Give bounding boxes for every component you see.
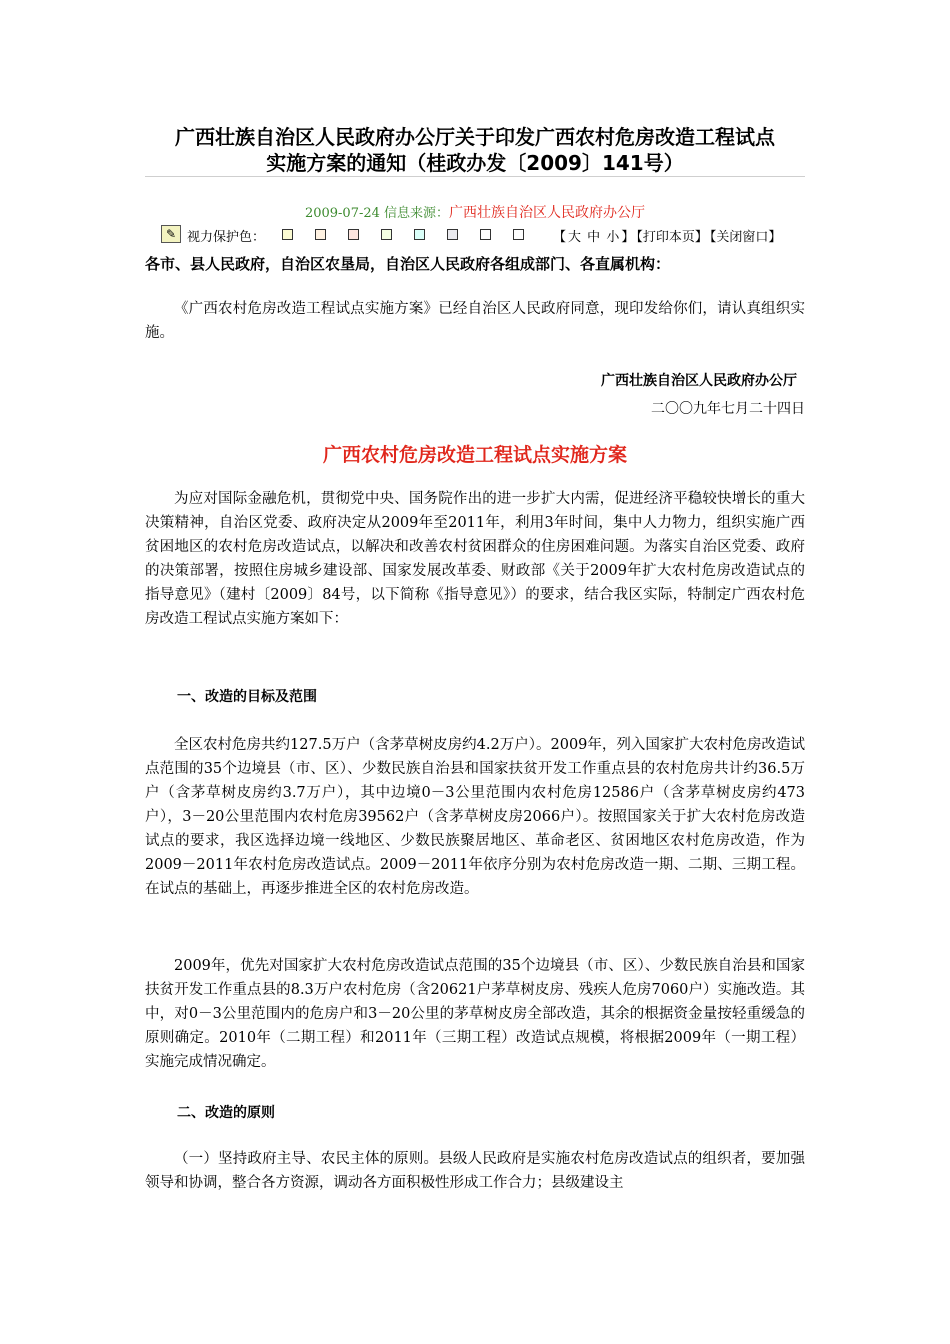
signature-org: 广西壮族自治区人民政府办公厅 xyxy=(601,373,797,389)
title-line-2: 实施方案的通知（桂政办发〔2009〕141号） xyxy=(266,151,684,175)
info-source: 广西壮族自治区人民政府办公厅 xyxy=(449,205,646,221)
bracket-open: 【 xyxy=(553,230,567,245)
reading-toolbar xyxy=(161,225,809,245)
eye-care-icon: ✎ xyxy=(161,225,181,243)
paragraph-1: 为应对国际金融危机，贯彻党中央、国务院作出的进一步扩大内需，促进经济平稳较快增长的重大决策精神，自治区党委、政府决定从2009年至2011年，利用3年时间，集中人力物力，组织实施广西贫困地区的农村危房改造试点，以解决和改善农村贫困群众的住房困难问题。为落实自治区党委、政府的决策部署，按照住房城乡建设部、国家发展改革委、财政部《关于2009年扩大农村危房改造试点的指导意见》（建村〔2009〕84号，以下简称《指导意见》）的要求，结合我区实际，特制定广西农村危房改造工程试点实施方案如下： xyxy=(145,491,805,627)
heading-2: 二、改造的原则 xyxy=(177,1105,275,1121)
salutation: 各市、县人民政府，自治区农垦局，自治区人民政府各组成部门、各直属机构： xyxy=(145,255,671,273)
paragraph-2: 全区农村危房共约127.5万户（含茅草树皮房约4.2万户）。2009年，列入国家扩大农村危房改造试点范围的35个边境县（市、区）、少数民族自治县和国家扶贫开发工作重点县的农村危房共计约36.5万户（含茅草树皮房约3.7万户），其中边境0－3公里范围内农村危房12586户（含茅草树皮房约473户），3－20公里范围内农村危房39562户（含茅草树皮房2066户）。按照国家关于扩大农村危房改造试点的要求，我区选择边境一线地区、少数民族聚居地区、革命老区、贫困地区农村危房改造，作为2009－2011年农村危房改造试点。2009－2011年依序分别为农村危房改造一期、二期、三期工程。在试点的基础上，再逐步推进全区的农村危房改造。 xyxy=(145,737,805,897)
print-link[interactable]: 【打印本页】 xyxy=(636,230,708,245)
color-swatch-5[interactable] xyxy=(414,229,425,240)
meta-line xyxy=(145,202,805,222)
color-swatch-4[interactable] xyxy=(381,229,392,240)
font-small-link[interactable]: 小 xyxy=(606,230,620,245)
paragraph-4: （一）坚持政府主导、农民主体的原则。县级人民政府是实施农村危房改造试点的组织者，要加强领导和协调，整合各方资源，调动各方面积极性形成工作合力；县级建设主 xyxy=(145,1151,805,1191)
title-line-1: 广西壮族自治区人民政府办公厅关于印发广西农村危房改造工程试点 xyxy=(175,125,775,149)
paragraph-3: 2009年，优先对国家扩大农村危房改造试点范围的35个边境县（市、区）、少数民族自治县和国家扶贫开发工作重点县的8.3万户农村危房（含20621户茅草树皮房、残疾人危房7060户）实施改造。其中，对0－3公里范围内的危房户和3－20公里的茅草树皮房全部改造，其余的根据资金量按轻重缓急的原则确定。2010年（二期工程）和2011年（三期工程）改造试点规模，将根据2009年（一期工程）实施完成情况确定。 xyxy=(145,958,805,1070)
eye-care-label: 视力保护色： xyxy=(187,230,266,245)
signature-date: 二〇〇九年七月二十四日 xyxy=(651,401,805,417)
color-swatch-1[interactable] xyxy=(282,229,293,240)
color-swatch-6[interactable] xyxy=(447,229,458,240)
close-window-link[interactable]: 【关闭窗口】 xyxy=(709,230,782,245)
bracket-close: 】 xyxy=(621,230,635,245)
intro-paragraph: 《广西农村危房改造工程试点实施方案》已经自治区人民政府同意，现印发给你们，请认真组织实施。 xyxy=(145,301,805,341)
heading-1: 一、改造的目标及范围 xyxy=(177,689,317,705)
color-swatch-2[interactable] xyxy=(315,229,326,240)
color-swatch-7[interactable] xyxy=(480,229,491,240)
page-controls xyxy=(553,226,783,245)
publish-date: 2009-07-24 信息来源： xyxy=(304,206,450,221)
color-swatch-8[interactable] xyxy=(513,229,524,240)
font-medium-link[interactable]: 中 xyxy=(587,230,601,245)
font-large-link[interactable]: 大 xyxy=(568,230,582,245)
document-title xyxy=(145,124,805,176)
color-swatch-3[interactable] xyxy=(348,229,359,240)
plan-title: 广西农村危房改造工程试点实施方案 xyxy=(322,444,627,466)
title-divider xyxy=(145,176,805,177)
